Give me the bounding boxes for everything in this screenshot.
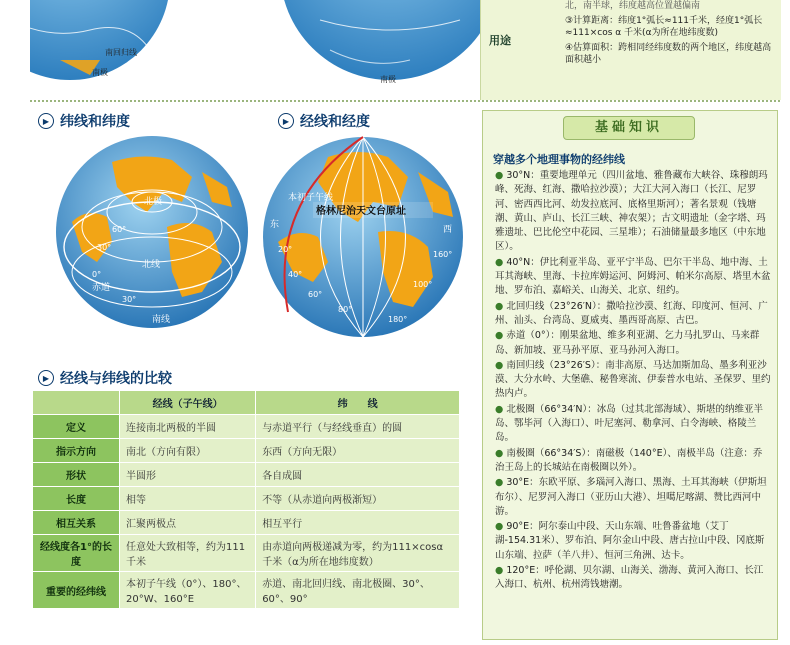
globe2-label: 180° bbox=[388, 315, 408, 324]
globe2-label: 80° bbox=[338, 305, 353, 314]
globe1-label: 赤道 bbox=[92, 283, 111, 293]
top-left-label: 南极 bbox=[92, 68, 108, 77]
row-key: 重要的经纬线 bbox=[33, 572, 120, 609]
row-key: 定义 bbox=[33, 415, 120, 439]
globe2-label: 60° bbox=[308, 290, 323, 299]
list-item: ● 30°N：重要地理单元（四川盆地、雅鲁藏布大峡谷、珠穆朗玛峰、死海、红海、撒哈拉沙漠）；大江大河入海口（长江、尼罗河、密西西比河、幼发拉底河、底格里斯河）；著名景观（钱塘潮、黄山、庐山、长江三峡、神农架）；古文明遗址（金字塔、玛雅遗址、巴比伦空中花园、三星堆）；石油储量最多地区（中东地区）。 bbox=[495, 170, 768, 253]
row-meridian: 连接南北两极的半圆 bbox=[120, 415, 256, 439]
top-globes bbox=[30, 0, 500, 100]
row-parallel: 不等（从赤道向两极渐短） bbox=[256, 487, 460, 511]
table-header-row bbox=[33, 391, 460, 415]
heading-latitude bbox=[38, 111, 130, 131]
table-row bbox=[33, 535, 460, 572]
panel-title: 基础知识 bbox=[563, 116, 695, 140]
knowledge-panel bbox=[482, 110, 778, 640]
globe2-label: 160° bbox=[433, 250, 453, 259]
top-right-globe bbox=[280, 0, 500, 80]
row-meridian: 汇聚两极点 bbox=[120, 511, 256, 535]
globe2-label: 20° bbox=[278, 245, 293, 254]
table-header: 纬 线 bbox=[256, 391, 460, 415]
row-meridian: 相等 bbox=[120, 487, 256, 511]
row-key: 长度 bbox=[33, 487, 120, 511]
row-key: 形状 bbox=[33, 463, 120, 487]
row-meridian: 任意处大致相等，约为111千米 bbox=[120, 535, 256, 572]
list-item: ● 北极圈（66°34′N）：冰岛（过其北部海域）、斯堪的纳维亚半岛、鄂毕河（入海口）、叶尼塞河、勒拿河、白令海峡、格陵兰岛。 bbox=[495, 403, 764, 444]
top-right-label: 南极 bbox=[380, 75, 396, 84]
top-left-label-2: 南回归线 bbox=[105, 48, 137, 57]
usage-top-line: 北，南半球，纬度越高位置越偏南 bbox=[565, 1, 701, 11]
list-item: ● 30°E：东欧平原、多瑙河入海口、黑海、土耳其海峡（伊斯坦布尔）、尼罗河入海口（亚历山大港）、坦噶尼喀湖、赞比西河中游。 bbox=[495, 477, 767, 517]
row-parallel: 由赤道向两极递减为零，约为111×cosα千米（α为所在地纬度数） bbox=[256, 535, 460, 572]
table-header-corner bbox=[33, 391, 120, 415]
list-item: ● 南极圈（66°34′S）：南磁极（140°E）、南极半岛（注意：乔治王岛上的长城站在南极圈以外）。 bbox=[495, 447, 763, 473]
play-icon: ▶ bbox=[278, 113, 294, 129]
heading-longitude bbox=[278, 111, 370, 131]
globe1-label: 南线 bbox=[152, 315, 171, 325]
table-row bbox=[33, 439, 460, 463]
play-icon: ▶ bbox=[38, 370, 54, 386]
heading-comparison bbox=[38, 368, 172, 388]
row-parallel: 东西（方向无限） bbox=[256, 439, 460, 463]
list-item: ● 南回归线（23°26′S）：南非高原、马达加斯加岛、墨多利亚沙漠、大分水岭、大堡礁、秘鲁寒流、伊泰普水电站、圣保罗、里约热内卢。 bbox=[495, 359, 771, 400]
list-item: ● 赤道（0°）：刚果盆地、维多利亚湖、乞力马扎罗山、马来群岛、新加坡、亚马孙平原、亚马孙河入海口。 bbox=[495, 330, 760, 356]
globe2-label: 东 bbox=[270, 220, 280, 230]
globe1-label: 60° bbox=[112, 225, 127, 234]
table-header: 经线（子午线） bbox=[120, 391, 256, 415]
row-parallel: 相互平行 bbox=[256, 511, 460, 535]
panel-body bbox=[495, 169, 771, 594]
usage-item-2: ④估算面积：跨相同经纬度数的两个地区，纬度越高面积越小 bbox=[565, 42, 772, 65]
latitude-globe bbox=[52, 132, 252, 332]
row-meridian: 本初子午线（0°）、180°、20°W、160°E bbox=[120, 572, 256, 609]
globe1-label: 30° bbox=[122, 295, 137, 304]
globe2-label: 100° bbox=[413, 280, 433, 289]
usage-content bbox=[565, 0, 775, 69]
list-item: ● 40°N：伊比利亚半岛、亚平宁半岛、巴尔干半岛、地中海、土耳其海峡、里海、卡拉库姆运河、阿姆河、帕米尔高原、塔里木盆地、罗布泊、嘉峪关、山海关、北京、纽约。 bbox=[495, 256, 771, 297]
table-row bbox=[33, 415, 460, 439]
row-key: 经线度各1°的长度 bbox=[33, 535, 120, 572]
row-parallel: 与赤道平行（与经线垂直）的圆 bbox=[256, 415, 460, 439]
globe1-label: 北线 bbox=[142, 260, 161, 270]
row-key: 指示方向 bbox=[33, 439, 120, 463]
row-parallel: 赤道、南北回归线、南北极圈、30°、60°、90° bbox=[256, 572, 460, 609]
table-row bbox=[33, 511, 460, 535]
globe2-label: 40° bbox=[288, 270, 303, 279]
play-icon: ▶ bbox=[38, 113, 54, 129]
table-row bbox=[33, 487, 460, 511]
table-row bbox=[33, 463, 460, 487]
panel-subtitle: 穿越多个地理事物的经纬线 bbox=[493, 153, 625, 166]
heading-comparison-text: 经线与纬线的比较 bbox=[60, 371, 172, 387]
row-meridian: 半圆形 bbox=[120, 463, 256, 487]
globe2-label: 本初子午线 bbox=[288, 193, 334, 203]
top-globes-illustration bbox=[30, 0, 500, 100]
globe1-label: 北极 bbox=[144, 197, 163, 207]
list-item: ● 90°E：阿尔泰山中段、天山东端、吐鲁番盆地（艾丁湖-154.31米）、罗布泊、阿尔金山中段、唐古拉山中段、冈底斯山东端、拉萨（羊八井）、恒河三角洲、达卡。 bbox=[495, 521, 765, 561]
table-row bbox=[33, 572, 460, 609]
list-item: ● 120°E：呼伦湖、贝尔湖、山海关、渤海、黄河入海口、长江入海口、杭州、杭州湾钱塘潮。 bbox=[495, 565, 764, 591]
usage-label: 用途 bbox=[489, 34, 511, 47]
comparison-table bbox=[32, 390, 460, 609]
list-item: ● 北回归线（23°26′N）：撒哈拉沙漠、红海、印度河、恒河、广州、汕头、台湾岛、夏威夷、墨西哥高原、古巴。 bbox=[495, 300, 768, 326]
row-meridian: 南北（方向有限） bbox=[120, 439, 256, 463]
globe1-label: 30° bbox=[97, 243, 112, 252]
row-key: 相互关系 bbox=[33, 511, 120, 535]
row-parallel: 各自成圆 bbox=[256, 463, 460, 487]
globe2-label: 格林尼治天文台原址 bbox=[316, 206, 406, 217]
longitude-globe bbox=[258, 132, 468, 342]
dotted-divider bbox=[30, 100, 780, 102]
globe2-label: 西 bbox=[443, 225, 453, 235]
usage-item-1: ③计算距离：纬度1°弧长≈111千米，经度1°弧长≈111×cos α 千米(α为所在地纬度数) bbox=[565, 15, 763, 38]
globe1-label: 0° bbox=[92, 270, 102, 279]
heading-longitude-text: 经线和经度 bbox=[300, 114, 370, 130]
heading-latitude-text: 纬线和纬度 bbox=[60, 114, 130, 130]
panel-title-bar bbox=[483, 114, 779, 140]
usage-box bbox=[480, 0, 781, 100]
